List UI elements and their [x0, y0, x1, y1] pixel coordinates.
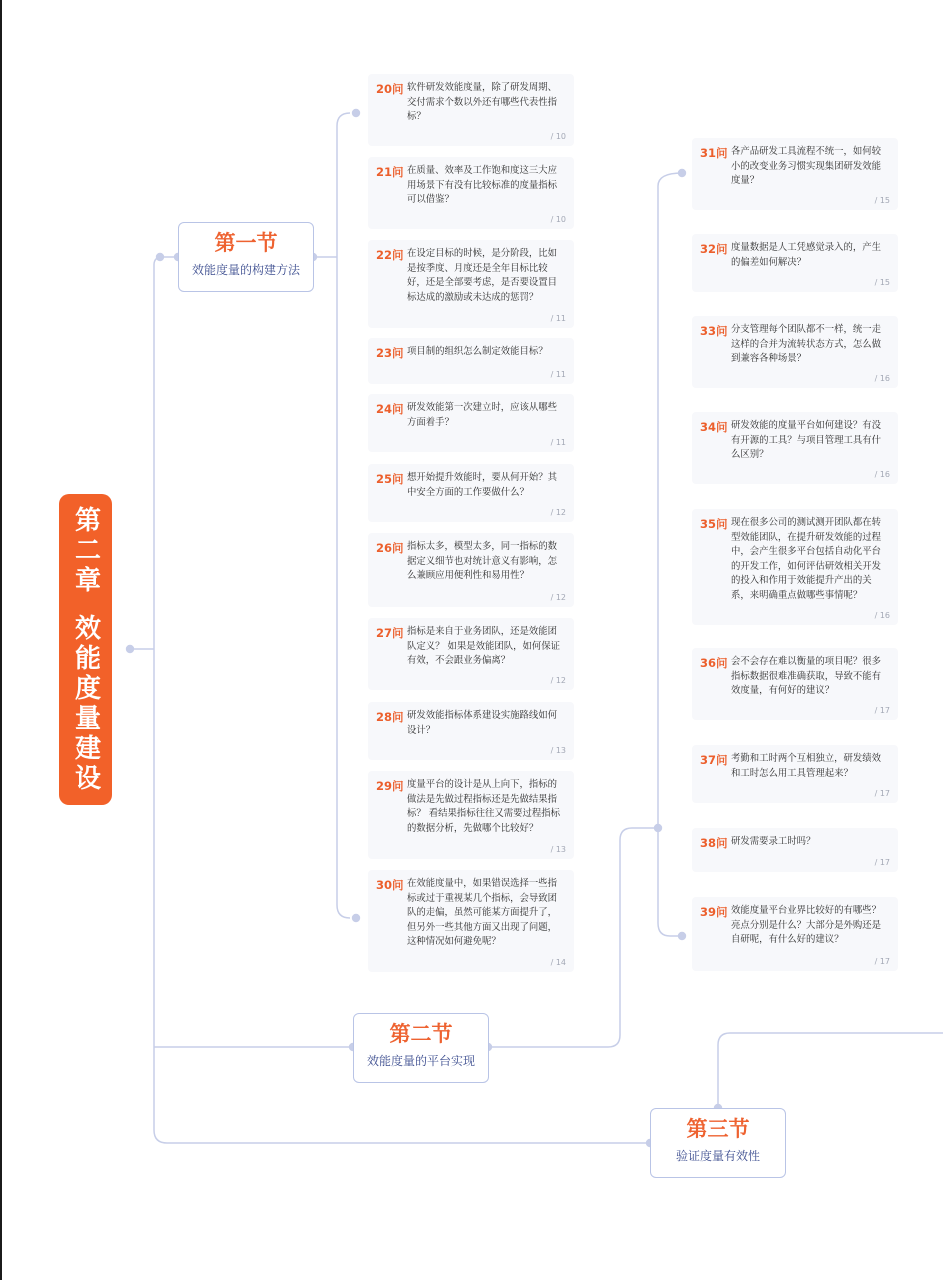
- question-text: 指标是来自于业务团队，还是效能团队定义？ 如果是效能团队，如何保证有效，不会跟业务偏离？: [407, 626, 560, 666]
- question-text: 想开始提升效能时，要从何开始？其中安全方面的工作要做什么？: [407, 472, 558, 498]
- question-number: 27问: [376, 626, 404, 640]
- question-text: 在设定目标的时候，是分阶段，比如是按季度、月度还是全年目标比较好，还是全部要考虑，是否要设置目标达成的激励或未达成的惩罚？: [407, 248, 558, 303]
- question-text: 会不会存在难以衡量的项目呢？很多指标数据很难准确获取，导致不能有效度量，有何好的建议？: [731, 656, 882, 696]
- section-2-node[interactable]: [353, 1013, 489, 1083]
- section-3-branch: [718, 1033, 943, 1108]
- page-number: / 11: [550, 314, 566, 323]
- question-number: 31问: [700, 146, 728, 160]
- question-text: 分支管理每个团队都不一样，统一走这样的合并为流转状态方式，怎么做到兼容各种场景？: [731, 324, 882, 364]
- question-card[interactable]: [692, 234, 898, 292]
- page-number: / 17: [874, 858, 890, 867]
- section-1-node[interactable]: [178, 222, 314, 292]
- question-card[interactable]: [692, 648, 898, 720]
- page-number: / 11: [550, 438, 566, 447]
- question-card[interactable]: [368, 533, 574, 607]
- page-number: / 10: [550, 215, 566, 224]
- question-text: 研发效能的度量平台如何建设？有没有开源的工具？与项目管理工具有什么区别？: [731, 420, 882, 460]
- question-text: 项目制的组织怎么制定效能目标？: [407, 346, 548, 357]
- section-title: 第三节: [686, 1117, 750, 1141]
- section-title: 第二节: [389, 1022, 453, 1046]
- question-card[interactable]: [692, 828, 898, 872]
- question-card[interactable]: [368, 240, 574, 328]
- question-card[interactable]: [692, 316, 898, 388]
- connector-dot: [678, 169, 686, 177]
- question-text: 考勤和工时两个互相独立，研发绩效和工时怎么用工具管理起来？: [731, 753, 882, 779]
- page-number: / 17: [874, 706, 890, 715]
- chapter-number: 第二章: [70, 505, 101, 596]
- section-subtitle: 验证度量有效性: [675, 1149, 760, 1163]
- page-number: / 13: [550, 845, 566, 854]
- section-title: 第一节: [214, 231, 278, 255]
- connector-dot: [156, 253, 164, 261]
- connector-dot: [678, 932, 686, 940]
- connector-dot: [352, 109, 360, 117]
- question-card[interactable]: [692, 745, 898, 803]
- question-number: 22问: [376, 248, 404, 262]
- question-text: 软件研发效能度量，除了研发周期、交付需求个数以外还有哪些代表性指标？: [407, 82, 558, 122]
- connector-dot: [352, 914, 360, 922]
- question-card[interactable]: [692, 897, 898, 971]
- question-number: 28问: [376, 710, 404, 724]
- question-number: 24问: [376, 402, 404, 416]
- question-number: 35问: [700, 517, 728, 531]
- question-text: 研发需要录工时吗？: [731, 836, 816, 847]
- question-number: 37问: [700, 753, 728, 767]
- question-number: 29问: [376, 779, 404, 793]
- chapter-title-box: [59, 494, 112, 805]
- question-number: 34问: [700, 420, 728, 434]
- question-number: 23问: [376, 346, 404, 360]
- question-text: 效能度量平台业界比较好的有哪些？亮点分别是什么？大部分是外购还是自研呢，有什么好的建议？: [731, 905, 882, 945]
- question-text: 度量数据是人工凭感觉录入的，产生的偏差如何解决？: [731, 242, 882, 268]
- question-text: 现在很多公司的测试测开团队都在转型效能团队，在提升研发效能的过程中，会产生很多平台包括自动化平台的开发工作，如何评估研效相关开发的投入和作用于效能提升产出的关系，来明确重点做哪些事情呢？: [731, 517, 882, 601]
- section-subtitle: 效能度量的构建方法: [191, 263, 300, 277]
- connector-dot: [126, 645, 134, 653]
- page-number: / 17: [874, 957, 890, 966]
- question-number: 38问: [700, 836, 728, 850]
- section-3-node[interactable]: [650, 1108, 786, 1178]
- question-card[interactable]: [692, 138, 898, 210]
- page-number: / 10: [550, 132, 566, 141]
- page-number: / 16: [874, 470, 890, 479]
- section-2-trunk: [658, 173, 682, 936]
- section-1-trunk: [313, 113, 350, 918]
- question-number: 33问: [700, 324, 728, 338]
- page-number: / 12: [550, 508, 566, 517]
- question-number: 30问: [376, 878, 404, 892]
- question-text: 指标太多，模型太多，同一指标的数据定义细节也对统计意义有影响，怎么兼顾应用便利性和易用性？: [407, 541, 558, 581]
- page-number: / 16: [874, 374, 890, 383]
- page-number: / 12: [550, 593, 566, 602]
- page-number: / 11: [550, 370, 566, 379]
- question-text: 度量平台的设计是从上向下，指标的做法是先做过程指标还是先做结果指标？ 看结果指标往往又需要过程指标的数据分析，先做哪个比较好？: [407, 779, 560, 834]
- page-number: / 14: [550, 958, 566, 967]
- question-number: 36问: [700, 656, 728, 670]
- question-number: 26问: [376, 541, 404, 555]
- page-number: / 15: [874, 278, 890, 287]
- page-number: / 17: [874, 789, 890, 798]
- page-number: / 16: [874, 611, 890, 620]
- question-number: 20问: [376, 82, 404, 96]
- question-text: 研发效能第一次建立时，应该从哪些方面着手？: [407, 402, 558, 428]
- question-card[interactable]: [368, 702, 574, 760]
- question-number: 39问: [700, 905, 728, 919]
- question-number: 21问: [376, 165, 404, 179]
- page-number: / 13: [550, 746, 566, 755]
- question-card[interactable]: [368, 394, 574, 452]
- question-card[interactable]: [368, 338, 574, 384]
- question-text: 在质量、效率及工作饱和度这三大应用场景下有没有比较标准的度量指标可以借鉴？: [407, 165, 558, 205]
- section-subtitle: 效能度量的平台实现: [366, 1054, 475, 1068]
- question-text: 在效能度量中，如果错误选择一些指标或过于重视某几个指标，会导致团队的走偏，虽然可能某方面提升了，但另外一些其他方面又出现了问题，这种情况如何避免呢？: [407, 878, 558, 947]
- page-number: / 12: [550, 676, 566, 685]
- question-text: 各产品研发工具流程不统一，如何较小的改变业务习惯实现集团研发效能度量？: [731, 146, 882, 186]
- question-number: 25问: [376, 472, 404, 486]
- page-number: / 15: [874, 196, 890, 205]
- question-text: 研发效能指标体系建设实施路线如何设计？: [407, 710, 558, 736]
- connector-dot: [654, 824, 662, 832]
- question-card[interactable]: [368, 74, 574, 146]
- question-card[interactable]: [368, 618, 574, 690]
- question-number: 32问: [700, 242, 728, 256]
- question-card[interactable]: [368, 157, 574, 229]
- question-card[interactable]: [692, 509, 898, 625]
- question-card[interactable]: [368, 464, 574, 522]
- question-card[interactable]: [368, 771, 574, 859]
- question-card[interactable]: [692, 412, 898, 484]
- question-card[interactable]: [368, 870, 574, 972]
- chapter-title: 效能度量建设: [70, 613, 101, 794]
